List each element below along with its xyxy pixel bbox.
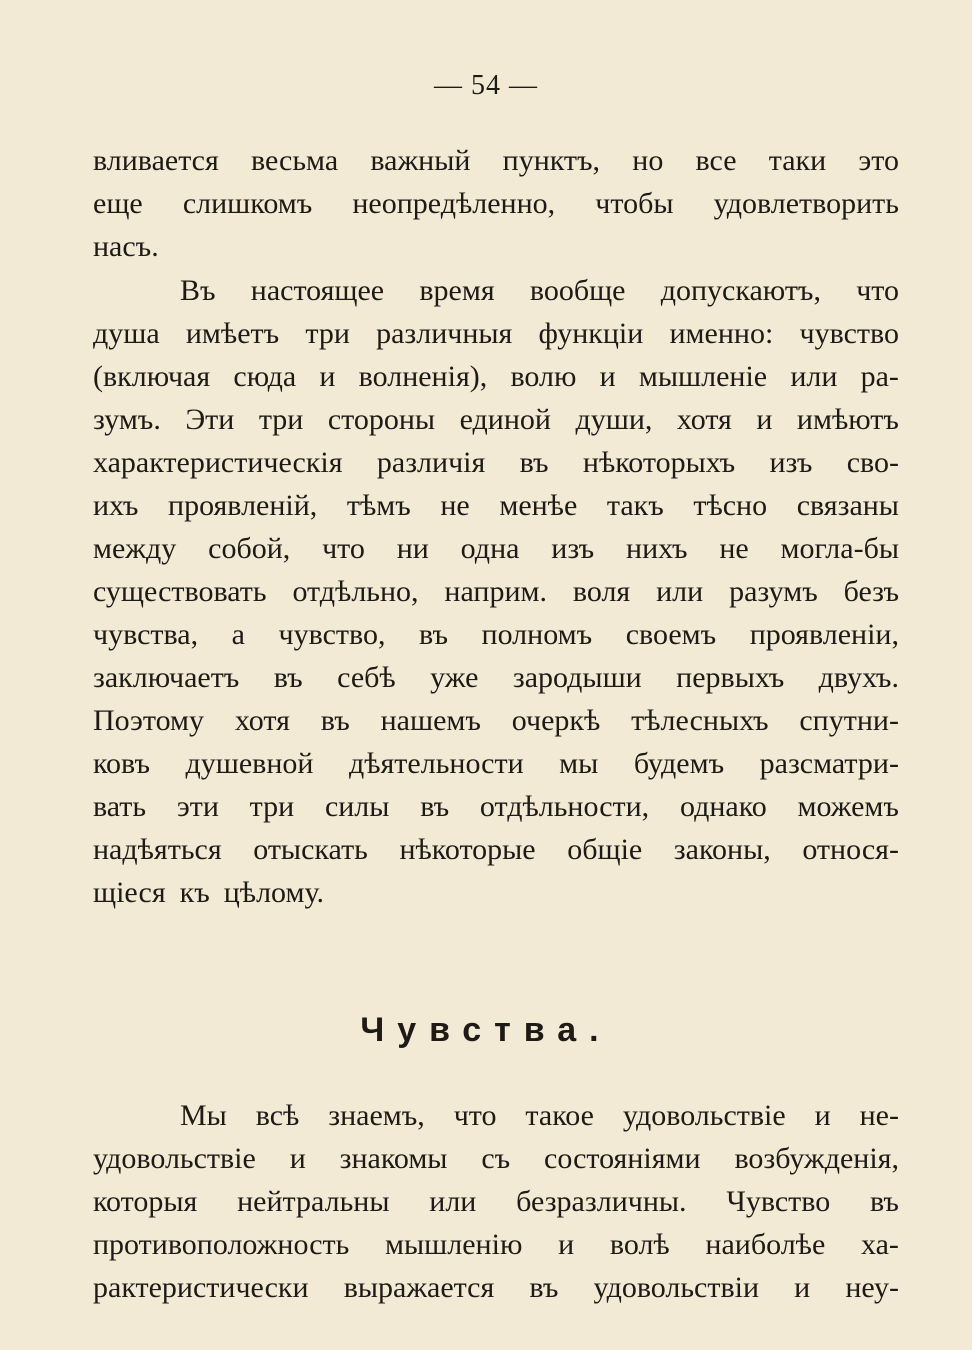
text-line: ковъ душевной дѣятельности мы будемъ разсматри- bbox=[93, 747, 899, 780]
text-line: которыя нейтральны или безразличны. Чувство въ bbox=[93, 1185, 899, 1218]
text-line: зумъ. Эти три стороны единой души, хотя и имѣютъ bbox=[93, 403, 899, 436]
text-line: душа имѣетъ три различныя функціи именно: чувство bbox=[93, 317, 899, 350]
text-line: чувства, а чувство, въ полномъ своемъ проявленіи, bbox=[93, 618, 899, 651]
text-line: противоположность мышленію и волѣ наиболѣе ха- bbox=[93, 1228, 899, 1261]
text-line: Поэтому хотя въ нашемъ очеркѣ тѣлесныхъ спутни- bbox=[93, 704, 899, 737]
text-line: (включая сюда и волненія), волю и мышленіе или ра- bbox=[93, 360, 899, 393]
text-line: щіеся къ цѣлому. bbox=[93, 876, 324, 909]
text-line: насъ. bbox=[93, 230, 159, 263]
text-line: рактеристически выражается въ удовольствіи и неу- bbox=[93, 1271, 899, 1304]
text-line: надѣяться отыскать нѣкоторые общіе законы, относя- bbox=[93, 833, 899, 866]
text-line: ихъ проявленій, тѣмъ не менѣе такъ тѣсно связаны bbox=[93, 489, 899, 522]
text-line: характеристическія различія въ нѣкоторыхъ изъ сво- bbox=[93, 446, 899, 479]
text-line: еще слишкомъ неопредѣленно, чтобы удовлетворить bbox=[93, 187, 899, 220]
text-line: Въ настоящее время вообще допускаютъ, что bbox=[180, 274, 899, 307]
page-number: — 54 — bbox=[434, 70, 538, 101]
text-line: вливается весьма важный пунктъ, но все таки это bbox=[93, 144, 899, 177]
text-line: вать эти три силы въ отдѣльности, однако можемъ bbox=[93, 790, 899, 823]
text-line: удовольствіе и знакомы съ состояніями возбужденія, bbox=[93, 1142, 899, 1175]
text-line: между собой, что ни одна изъ нихъ не могла-бы bbox=[93, 532, 899, 565]
text-line: Мы всѣ знаемъ, что такое удовольствіе и не- bbox=[180, 1099, 899, 1132]
text-line: существовать отдѣльно, наприм. воля или разумъ безъ bbox=[93, 575, 899, 608]
section-heading: Чувства. bbox=[360, 1011, 612, 1049]
text-line: заключаетъ въ себѣ уже зародыши первыхъ двухъ. bbox=[93, 661, 899, 694]
